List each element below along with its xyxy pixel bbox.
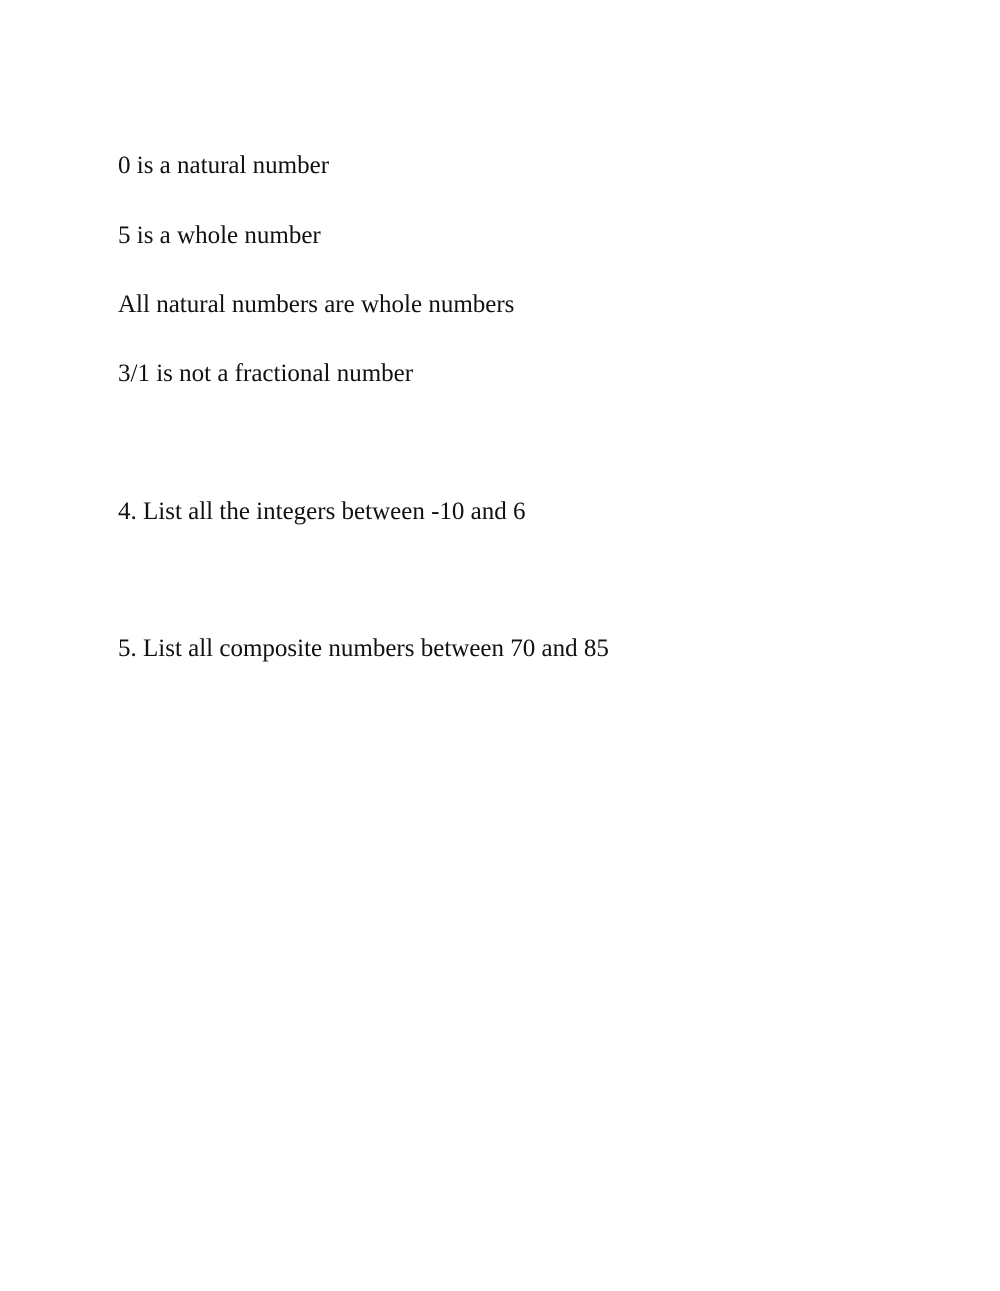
statement-whole-five: 5 is a whole number <box>118 222 321 249</box>
statement-natural-are-whole: All natural numbers are whole numbers <box>118 291 515 318</box>
statement-fraction: 3/1 is not a fractional number <box>118 360 414 387</box>
question-5-composites: 5. List all composite numbers between 70 and 85 <box>118 635 609 662</box>
statement-natural-zero: 0 is a natural number <box>118 152 330 179</box>
question-4-integers: 4. List all the integers between -10 and 6 <box>118 498 526 525</box>
